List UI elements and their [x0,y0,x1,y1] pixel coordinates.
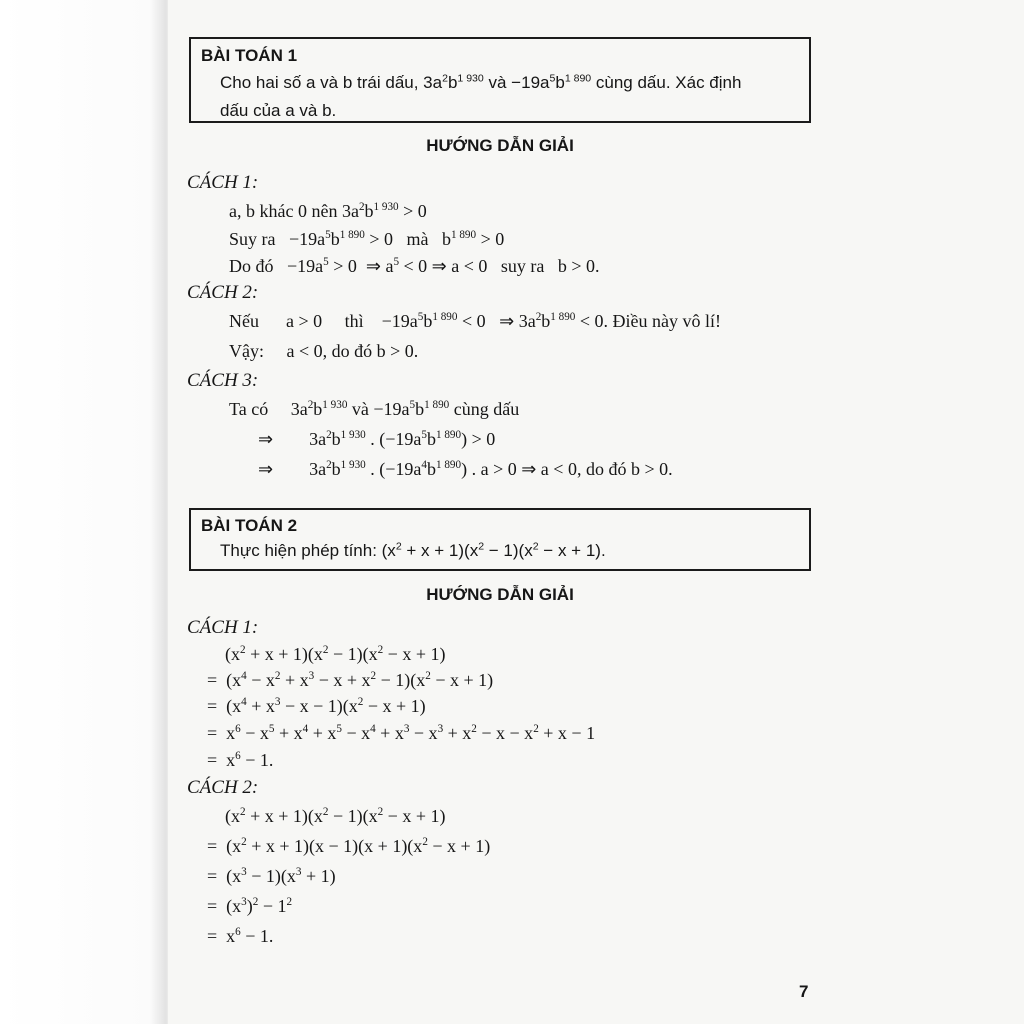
p1-method-2-label: CÁCH 2: [187,282,259,303]
p2-m1-line: = $x^6 - 1$. [207,750,274,770]
problem-1-title: BÀI TOÁN 1 [201,46,298,65]
p1-m3-line: Ta có $3a^2b^{1 930}$ và $-19a^5b^{1 890}$ cùng dấu [229,399,520,419]
page-binding-edge [0,0,168,1024]
p1-m3-line: ⇒ $3a^2b^{1 930}$ . $(-19a^4b^{1 890})$ . a > 0 ⇒ a < 0, do đó b > 0. [258,459,673,479]
p2-m1-line: = $(x^4 + x^3 - x - 1)(x^2 - x + 1)$ [207,696,426,716]
solution-2-heading: HƯỚNG DẪN GIẢI [426,585,574,604]
p1-m2-line: Nếu a > 0 thì $-19a^5b^{1 890} < 0$ ⇒ $3a^2b^{1 890} < 0$. Điều này vô lí! [229,311,722,331]
problem-1-box [189,37,811,123]
p2-m2-line: = $(x^3)^2 - 1^2$ [207,896,293,916]
problem-2-title: BÀI TOÁN 2 [201,516,298,535]
p2-m2-line: = $(x^2 + x + 1)(x - 1)(x + 1)(x^2 - x + 1)$ [207,836,491,856]
p1-m1-line: Suy ra $-19a^5b^{1 890} > 0$ mà $b^{1 890} > 0$ [229,229,505,249]
problem-1-statement: Cho hai số a và b trái dấu, $3a^2b^{1 930}$ và $-19a^5b^{1 890}$ cùng dấu. Xác định dấu của a và b. [220,72,742,120]
p1-m1-line: Do đó $-19a^5 > 0$ ⇒ $a^5 < 0$ ⇒ a < 0 suy ra b > 0. [229,256,600,276]
page-number: 7 [799,982,809,1001]
solution-1-heading: HƯỚNG DẪN GIẢI [426,136,574,155]
p2-m2-line: $(x^2 + x + 1)(x^2 - 1)(x^2 - x + 1)$ [207,806,446,826]
p2-m1-line: $(x^2 + x + 1)(x^2 - 1)(x^2 - x + 1)$ [207,644,446,664]
p2-m2-line: = $x^6 - 1$. [207,926,274,946]
problem-2-statement: Thực hiện phép tính: $(x^2 + x + 1)(x^2 - 1)(x^2 - x + 1)$. [220,540,606,560]
p2-method-2-label: CÁCH 2: [187,777,259,798]
p1-m3-line: ⇒ $3a^2b^{1 930}$ . $(-19a^5b^{1 890}) > 0$ [258,429,496,449]
p1-method-3-label: CÁCH 3: [187,370,259,391]
p1-method-1-label: CÁCH 1: [187,172,259,193]
p2-m1-line: = $(x^4 - x^2 + x^3 - x + x^2 - 1)(x^2 - x + 1)$ [207,670,494,690]
p1-m2-line: Vậy: a < 0, do đó b > 0. [229,341,419,361]
p2-m1-line: = $x^6 - x^5 + x^4 + x^5 - x^4 + x^3 - x^3 + x^2 - x - x^2 + x - 1$ [207,723,596,743]
problem-2-box [189,508,811,571]
p1-m1-line: a, b khác 0 nên $3a^2b^{1 930} > 0$ [229,201,427,221]
p2-m2-line: = $(x^3 - 1)(x^3 + 1)$ [207,866,336,886]
p2-method-1-label: CÁCH 1: [187,617,259,638]
